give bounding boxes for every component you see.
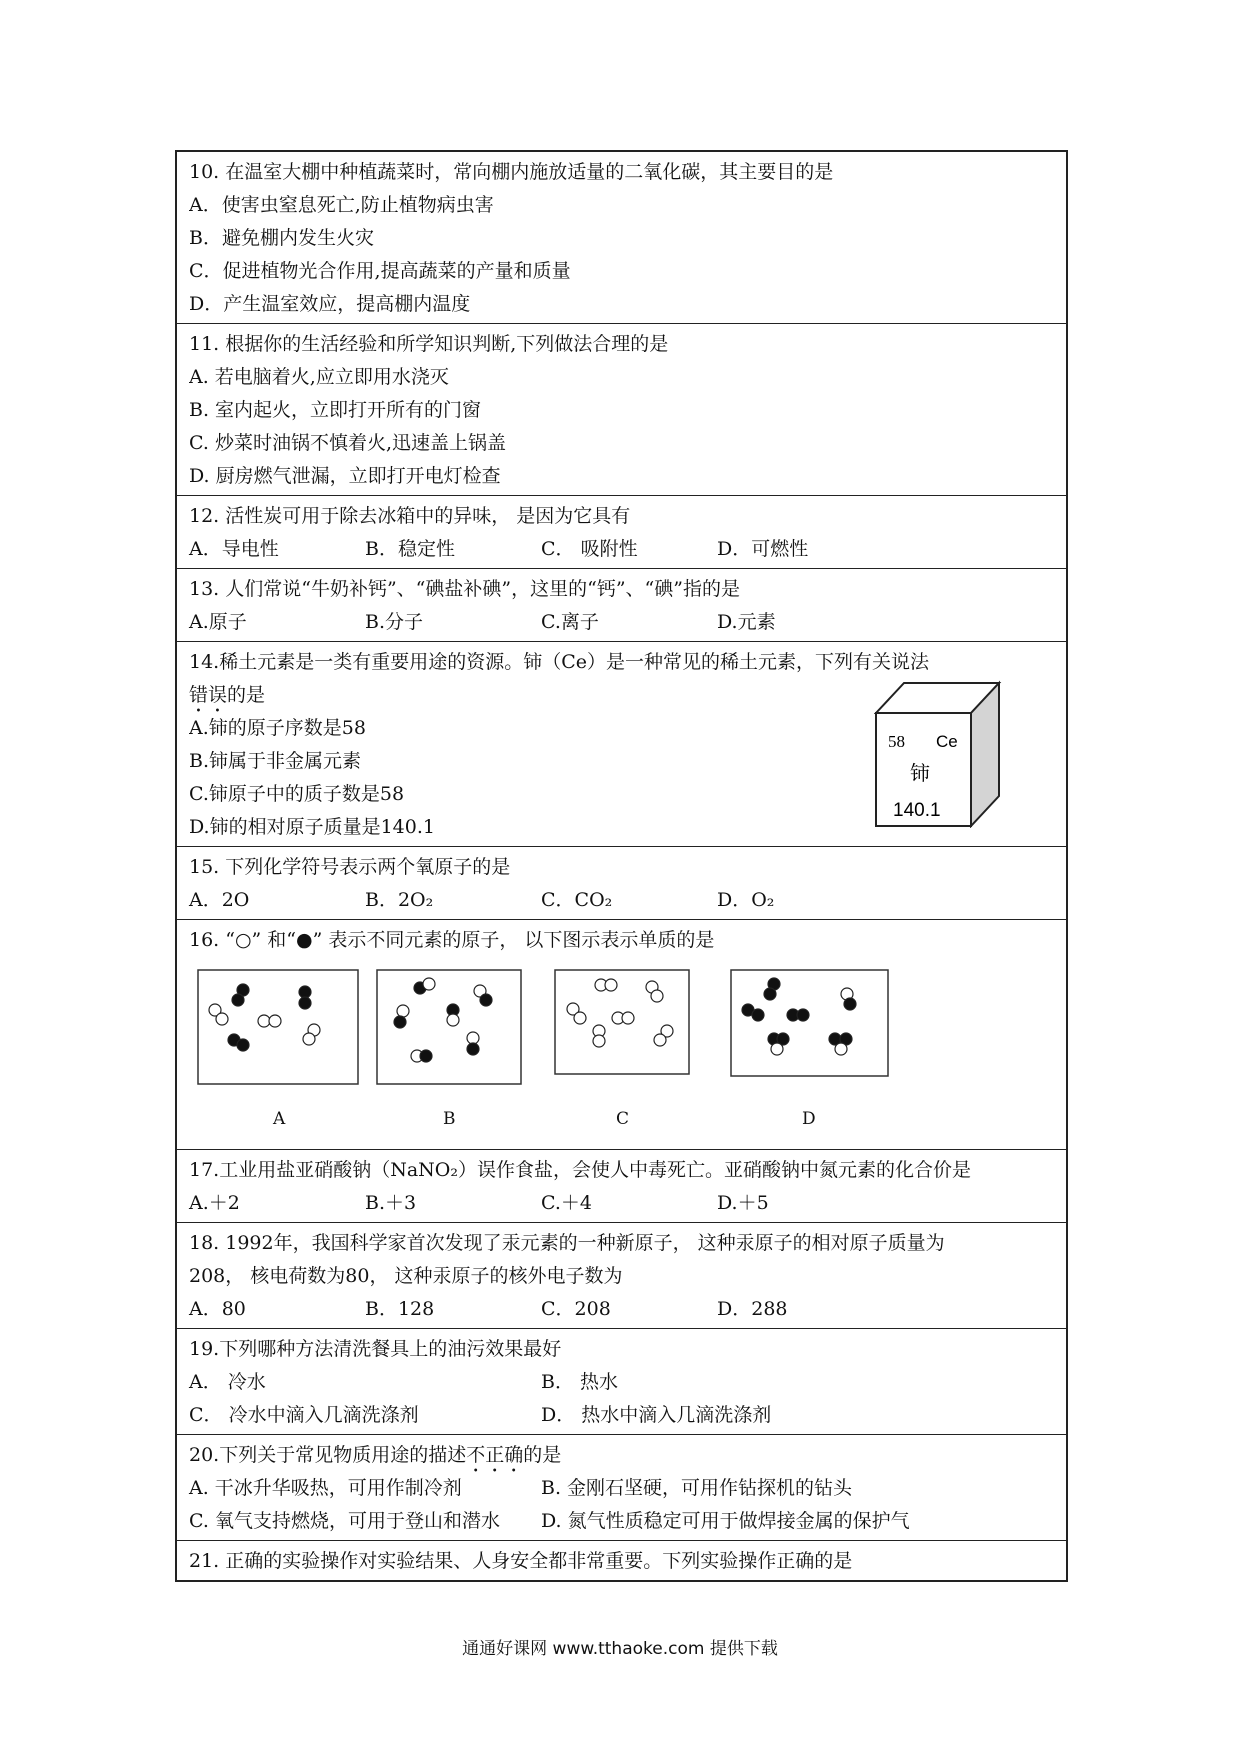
particle-diagram-a	[197, 969, 359, 1085]
option-b: B．避免棚内发生火灾	[189, 227, 374, 249]
option-a: A.＋2	[189, 1192, 240, 1214]
question-stem-line1: 18. 1992年，我国科学家首次发现了汞元素的一种新原子， 这种汞原子的相对原子质量为	[189, 1232, 945, 1254]
atomic-number: 58	[888, 732, 905, 751]
element-name: 铈	[910, 761, 930, 785]
question-20	[177, 1435, 1066, 1541]
option-d: D.＋5	[717, 1192, 769, 1214]
option-b: B．稳定性	[365, 538, 455, 560]
option-a: A. 若电脑着火,应立即用水浇灭	[189, 366, 449, 388]
options-row-1	[189, 1366, 1054, 1399]
stem-rest: 的是	[227, 684, 266, 706]
question-21	[177, 1541, 1066, 1580]
question-stem-line1: 14.稀土元素是一类有重要用途的资源。铈（Ce）是一种常见的稀土元素，下列有关说法	[189, 651, 930, 673]
option-c: C. 氧气支持燃烧，可用于登山和潜水	[189, 1510, 500, 1532]
question-14	[177, 642, 1066, 847]
options-row-1	[189, 1472, 1054, 1505]
particle-diagram-c	[554, 969, 690, 1075]
option-a: A. 干冰升华吸热，可用作制冷剂	[189, 1477, 462, 1499]
question-stem: 17.工业用盐亚硝酸钠（NaNO₂）误作食盐，会使人中毒死亡。亚硝酸钠中氮元素的化合价是	[189, 1159, 971, 1181]
question-13	[177, 569, 1066, 642]
stem-before: 20.下列关于常见物质用途的描述	[189, 1444, 467, 1466]
question-stem: 15. 下列化学符号表示两个氧原子的是	[189, 856, 511, 878]
question-stem: 19.下列哪种方法清洗餐具上的油污效果最好	[189, 1338, 562, 1360]
page-footer: 通通好课网 www.tthaoke.com 提供下载	[462, 1639, 778, 1659]
question-stem-line2: 208， 核电荷数为80， 这种汞原子的核外电子数为	[189, 1265, 623, 1287]
question-stem: 13. 人们常说“牛奶补钙”、“碘盐补碘”，这里的“钙”、“碘”指的是	[189, 578, 740, 600]
question-18	[177, 1223, 1066, 1329]
options-row	[189, 1187, 1054, 1220]
option-a: A．导电性	[189, 538, 279, 560]
option-d: D.铈的相对原子质量是140.1	[189, 816, 435, 838]
option-c: C.铈原子中的质子数是58	[189, 783, 405, 805]
option-a: A.原子	[189, 611, 247, 633]
particle-diagrams	[189, 957, 1054, 1147]
question-12	[177, 496, 1066, 569]
element-card-cerium	[874, 678, 1004, 828]
question-19	[177, 1329, 1066, 1435]
question-15	[177, 847, 1066, 920]
emphasized-word: 不正确	[466, 1444, 524, 1466]
question-stem	[189, 1439, 1054, 1472]
question-10	[177, 152, 1066, 324]
option-c: C. 炒菜时油锅不慎着火,迅速盖上锅盖	[189, 432, 506, 454]
option-d: D. 厨房燃气泄漏，立即打开电灯检查	[189, 465, 501, 487]
option-d: D．可燃性	[717, 538, 809, 560]
option-a: A． 冷水	[189, 1371, 266, 1393]
question-stem: 11. 根据你的生活经验和所学知识判断,下列做法合理的是	[189, 333, 669, 355]
diagram-label-a: A	[273, 1109, 286, 1129]
option-c: C． 冷水中滴入几滴洗涤剂	[189, 1404, 419, 1426]
option-d: D．288	[717, 1298, 788, 1320]
option-a: A．2O	[189, 889, 250, 911]
options-row	[189, 606, 1054, 639]
option-a: A.铈的原子序数是58	[189, 717, 366, 739]
option-b: B．128	[365, 1298, 435, 1320]
options-row	[189, 533, 1054, 566]
option-d: D. 氮气性质稳定可用于做焊接金属的保护气	[541, 1510, 910, 1532]
options-row	[189, 884, 1054, 917]
particle-diagram-d	[730, 969, 889, 1077]
option-c: C． 吸附性	[541, 538, 638, 560]
option-b: B.分子	[365, 611, 424, 633]
option-b: B．2O₂	[365, 889, 434, 911]
option-c: C．CO₂	[541, 889, 613, 911]
question-11	[177, 324, 1066, 496]
option-b: B. 金刚石坚硬，可用作钻探机的钻头	[541, 1477, 853, 1499]
question-stem: 12. 活性炭可用于除去冰箱中的异味， 是因为它具有	[189, 505, 631, 527]
option-c: C.＋4	[541, 1192, 592, 1214]
option-b: B． 热水	[541, 1371, 619, 1393]
option-a: A．使害虫窒息死亡,防止植物病虫害	[189, 194, 494, 216]
option-b: B. 室内起火，立即打开所有的门窗	[189, 399, 482, 421]
diagram-label-c: C	[616, 1109, 630, 1129]
question-16	[177, 920, 1066, 1150]
option-b: B.铈属于非金属元素	[189, 750, 362, 772]
diagram-label-b: B	[443, 1109, 456, 1129]
question-table	[175, 150, 1068, 1582]
option-d: D．产生温室效应，提高棚内温度	[189, 293, 471, 315]
option-c: C．促进植物光合作用,提高蔬菜的产量和质量	[189, 260, 571, 282]
option-d: D．O₂	[717, 889, 775, 911]
atomic-mass: 140.1	[893, 800, 941, 821]
option-c: C．208	[541, 1298, 611, 1320]
diagram-label-d: D	[802, 1109, 816, 1129]
particle-diagram-b	[376, 969, 522, 1085]
question-stem: 21. 正确的实验操作对实验结果、人身安全都非常重要。下列实验操作正确的是	[189, 1550, 853, 1572]
stem-after: 的是	[523, 1444, 562, 1466]
options-row-2	[189, 1399, 1054, 1432]
options-row-2	[189, 1505, 1054, 1538]
question-stem: 10. 在温室大棚中种植蔬菜时，常向棚内施放适量的二氧化碳，其主要目的是	[189, 161, 834, 183]
option-d: D． 热水中滴入几滴洗涤剂	[541, 1404, 772, 1426]
option-d: D.元素	[717, 611, 776, 633]
element-symbol: Ce	[936, 732, 958, 751]
options-row	[189, 1293, 1054, 1326]
emphasized-word: 错误	[189, 684, 228, 706]
option-c: C.离子	[541, 611, 599, 633]
option-a: A．80	[189, 1298, 246, 1320]
option-b: B.＋3	[365, 1192, 417, 1214]
question-17	[177, 1150, 1066, 1223]
question-stem: 16. “○” 和“●” 表示不同元素的原子， 以下图示表示单质的是	[189, 929, 715, 951]
